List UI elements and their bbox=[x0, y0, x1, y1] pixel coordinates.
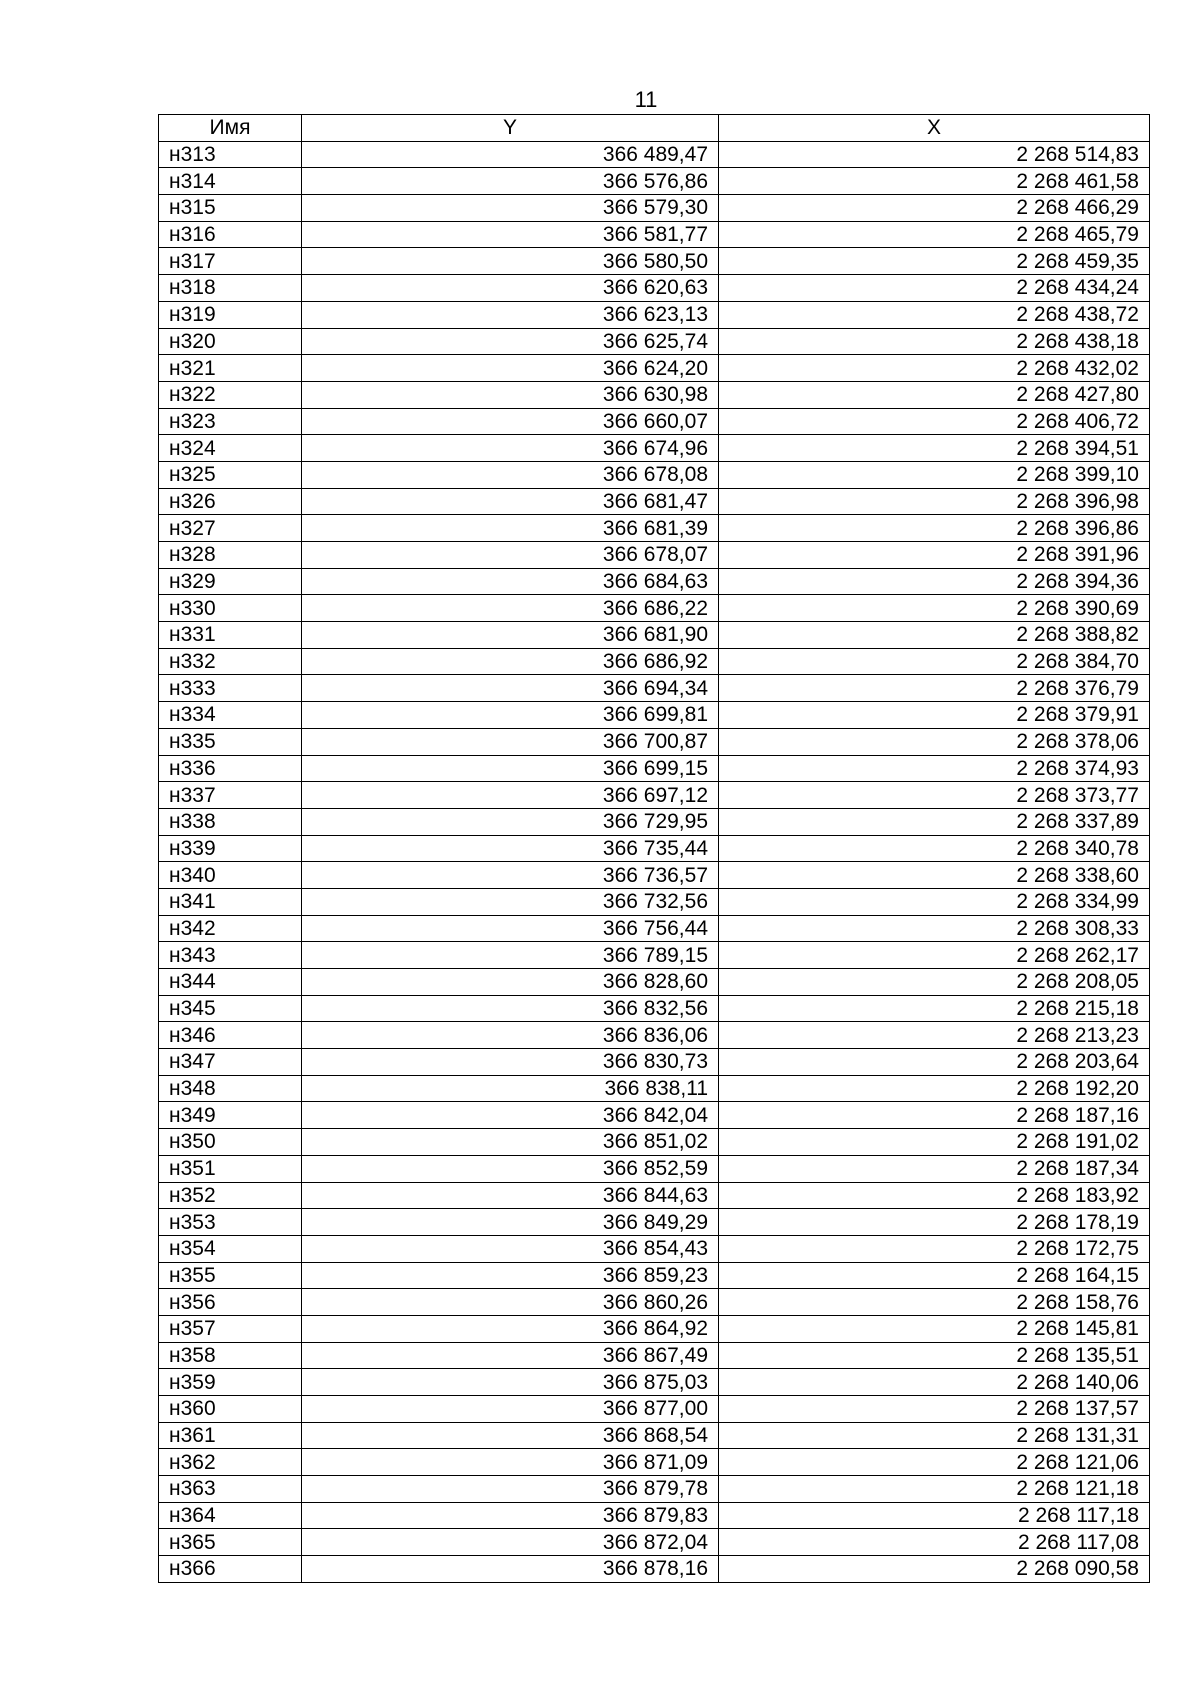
table-row bbox=[159, 915, 1150, 942]
point-name-cell: н316 bbox=[159, 221, 302, 248]
y-coordinate-cell: 366 660,07 bbox=[302, 408, 719, 435]
table-row bbox=[159, 461, 1150, 488]
point-name-cell: н340 bbox=[159, 862, 302, 889]
x-coordinate-cell: 2 268 117,18 bbox=[719, 1502, 1150, 1529]
point-name-cell: н339 bbox=[159, 835, 302, 862]
point-name-cell: н326 bbox=[159, 488, 302, 515]
y-coordinate-cell: 366 854,43 bbox=[302, 1235, 719, 1262]
x-coordinate-cell: 2 268 374,93 bbox=[719, 755, 1150, 782]
table-row bbox=[159, 1369, 1150, 1396]
point-name-cell: н362 bbox=[159, 1449, 302, 1476]
table-row bbox=[159, 862, 1150, 889]
point-name-cell: н350 bbox=[159, 1129, 302, 1156]
y-coordinate-cell: 366 830,73 bbox=[302, 1049, 719, 1076]
header-row bbox=[159, 115, 1150, 142]
table-row bbox=[159, 1476, 1150, 1503]
table-row bbox=[159, 1129, 1150, 1156]
point-name-cell: н346 bbox=[159, 1022, 302, 1049]
y-coordinate-cell: 366 842,04 bbox=[302, 1102, 719, 1129]
point-name-cell: н324 bbox=[159, 435, 302, 462]
x-coordinate-cell: 2 268 406,72 bbox=[719, 408, 1150, 435]
point-name-cell: н355 bbox=[159, 1262, 302, 1289]
x-coordinate-cell: 2 268 465,79 bbox=[719, 221, 1150, 248]
x-coordinate-cell: 2 268 308,33 bbox=[719, 915, 1150, 942]
point-name-cell: н356 bbox=[159, 1289, 302, 1316]
y-coordinate-cell: 366 852,59 bbox=[302, 1155, 719, 1182]
table-row bbox=[159, 568, 1150, 595]
y-coordinate-cell: 366 872,04 bbox=[302, 1529, 719, 1556]
x-coordinate-cell: 2 268 461,58 bbox=[719, 168, 1150, 195]
y-coordinate-cell: 366 878,16 bbox=[302, 1556, 719, 1583]
x-coordinate-cell: 2 268 213,23 bbox=[719, 1022, 1150, 1049]
table-row bbox=[159, 1049, 1150, 1076]
point-name-cell: н354 bbox=[159, 1235, 302, 1262]
y-coordinate-cell: 366 732,56 bbox=[302, 888, 719, 915]
y-coordinate-cell: 366 859,23 bbox=[302, 1262, 719, 1289]
y-coordinate-cell: 366 678,07 bbox=[302, 542, 719, 569]
point-name-cell: н321 bbox=[159, 355, 302, 382]
x-coordinate-cell: 2 268 164,15 bbox=[719, 1262, 1150, 1289]
point-name-cell: н318 bbox=[159, 275, 302, 302]
table-row bbox=[159, 301, 1150, 328]
point-name-cell: н328 bbox=[159, 542, 302, 569]
x-coordinate-cell: 2 268 388,82 bbox=[719, 622, 1150, 649]
table-row bbox=[159, 328, 1150, 355]
table-row bbox=[159, 942, 1150, 969]
y-coordinate-cell: 366 860,26 bbox=[302, 1289, 719, 1316]
y-coordinate-cell: 366 684,63 bbox=[302, 568, 719, 595]
x-coordinate-cell: 2 268 384,70 bbox=[719, 648, 1150, 675]
y-coordinate-cell: 366 579,30 bbox=[302, 195, 719, 222]
x-coordinate-cell: 2 268 394,51 bbox=[719, 435, 1150, 462]
point-name-cell: н336 bbox=[159, 755, 302, 782]
point-name-cell: н359 bbox=[159, 1369, 302, 1396]
x-coordinate-cell: 2 268 208,05 bbox=[719, 969, 1150, 996]
table-row bbox=[159, 995, 1150, 1022]
y-coordinate-cell: 366 699,15 bbox=[302, 755, 719, 782]
point-name-cell: н345 bbox=[159, 995, 302, 1022]
point-name-cell: н319 bbox=[159, 301, 302, 328]
y-coordinate-cell: 366 489,47 bbox=[302, 141, 719, 168]
point-name-cell: н364 bbox=[159, 1502, 302, 1529]
x-coordinate-cell: 2 268 338,60 bbox=[719, 862, 1150, 889]
x-coordinate-cell: 2 268 135,51 bbox=[719, 1342, 1150, 1369]
y-coordinate-cell: 366 686,92 bbox=[302, 648, 719, 675]
point-name-cell: н331 bbox=[159, 622, 302, 649]
x-coordinate-cell: 2 268 340,78 bbox=[719, 835, 1150, 862]
point-name-cell: н344 bbox=[159, 969, 302, 996]
table-row bbox=[159, 1289, 1150, 1316]
y-coordinate-cell: 366 832,56 bbox=[302, 995, 719, 1022]
point-name-cell: н334 bbox=[159, 702, 302, 729]
table-row bbox=[159, 969, 1150, 996]
table-row bbox=[159, 1396, 1150, 1423]
y-coordinate-cell: 366 867,49 bbox=[302, 1342, 719, 1369]
table-row bbox=[159, 248, 1150, 275]
point-name-cell: н343 bbox=[159, 942, 302, 969]
x-coordinate-cell: 2 268 131,31 bbox=[719, 1422, 1150, 1449]
y-coordinate-cell: 366 678,08 bbox=[302, 461, 719, 488]
point-name-cell: н330 bbox=[159, 595, 302, 622]
table-row bbox=[159, 1529, 1150, 1556]
table-row bbox=[159, 595, 1150, 622]
x-coordinate-cell: 2 268 187,34 bbox=[719, 1155, 1150, 1182]
table-row bbox=[159, 675, 1150, 702]
x-coordinate-cell: 2 268 514,83 bbox=[719, 141, 1150, 168]
x-coordinate-cell: 2 268 215,18 bbox=[719, 995, 1150, 1022]
table-row bbox=[159, 1235, 1150, 1262]
y-coordinate-cell: 366 681,39 bbox=[302, 515, 719, 542]
y-coordinate-cell: 366 697,12 bbox=[302, 782, 719, 809]
x-coordinate-cell: 2 268 396,86 bbox=[719, 515, 1150, 542]
y-coordinate-cell: 366 681,90 bbox=[302, 622, 719, 649]
y-coordinate-cell: 366 624,20 bbox=[302, 355, 719, 382]
y-coordinate-cell: 366 729,95 bbox=[302, 808, 719, 835]
x-coordinate-cell: 2 268 187,16 bbox=[719, 1102, 1150, 1129]
table-row bbox=[159, 381, 1150, 408]
header-y: Y bbox=[302, 115, 719, 142]
y-coordinate-cell: 366 580,50 bbox=[302, 248, 719, 275]
table-row bbox=[159, 542, 1150, 569]
x-coordinate-cell: 2 268 376,79 bbox=[719, 675, 1150, 702]
point-name-cell: н325 bbox=[159, 461, 302, 488]
table-row bbox=[159, 1342, 1150, 1369]
x-coordinate-cell: 2 268 117,08 bbox=[719, 1529, 1150, 1556]
x-coordinate-cell: 2 268 137,57 bbox=[719, 1396, 1150, 1423]
table-row bbox=[159, 1556, 1150, 1583]
x-coordinate-cell: 2 268 427,80 bbox=[719, 381, 1150, 408]
y-coordinate-cell: 366 875,03 bbox=[302, 1369, 719, 1396]
y-coordinate-cell: 366 836,06 bbox=[302, 1022, 719, 1049]
y-coordinate-cell: 366 674,96 bbox=[302, 435, 719, 462]
point-name-cell: н347 bbox=[159, 1049, 302, 1076]
point-name-cell: н360 bbox=[159, 1396, 302, 1423]
point-name-cell: н332 bbox=[159, 648, 302, 675]
y-coordinate-cell: 366 828,60 bbox=[302, 969, 719, 996]
point-name-cell: н322 bbox=[159, 381, 302, 408]
y-coordinate-cell: 366 686,22 bbox=[302, 595, 719, 622]
y-coordinate-cell: 366 868,54 bbox=[302, 1422, 719, 1449]
point-name-cell: н327 bbox=[159, 515, 302, 542]
table-body bbox=[159, 141, 1150, 1582]
point-name-cell: н349 bbox=[159, 1102, 302, 1129]
x-coordinate-cell: 2 268 396,98 bbox=[719, 488, 1150, 515]
table-row bbox=[159, 1075, 1150, 1102]
x-coordinate-cell: 2 268 145,81 bbox=[719, 1315, 1150, 1342]
y-coordinate-cell: 366 576,86 bbox=[302, 168, 719, 195]
y-coordinate-cell: 366 581,77 bbox=[302, 221, 719, 248]
table-row bbox=[159, 782, 1150, 809]
point-name-cell: н320 bbox=[159, 328, 302, 355]
table-row bbox=[159, 1315, 1150, 1342]
table-row bbox=[159, 1182, 1150, 1209]
point-name-cell: н329 bbox=[159, 568, 302, 595]
point-name-cell: н358 bbox=[159, 1342, 302, 1369]
y-coordinate-cell: 366 877,00 bbox=[302, 1396, 719, 1423]
y-coordinate-cell: 366 736,57 bbox=[302, 862, 719, 889]
x-coordinate-cell: 2 268 158,76 bbox=[719, 1289, 1150, 1316]
x-coordinate-cell: 2 268 379,91 bbox=[719, 702, 1150, 729]
table-row bbox=[159, 355, 1150, 382]
page-number: 11 bbox=[634, 87, 658, 112]
y-coordinate-cell: 366 681,47 bbox=[302, 488, 719, 515]
table-row bbox=[159, 808, 1150, 835]
point-name-cell: н313 bbox=[159, 141, 302, 168]
point-name-cell: н365 bbox=[159, 1529, 302, 1556]
x-coordinate-cell: 2 268 334,99 bbox=[719, 888, 1150, 915]
y-coordinate-cell: 366 838,11 bbox=[302, 1075, 719, 1102]
table-row bbox=[159, 1102, 1150, 1129]
y-coordinate-cell: 366 849,29 bbox=[302, 1209, 719, 1236]
point-name-cell: н357 bbox=[159, 1315, 302, 1342]
header-name: Имя bbox=[159, 115, 302, 142]
table-row bbox=[159, 408, 1150, 435]
table-row bbox=[159, 1209, 1150, 1236]
table-row bbox=[159, 141, 1150, 168]
table-row bbox=[159, 1022, 1150, 1049]
y-coordinate-cell: 366 864,92 bbox=[302, 1315, 719, 1342]
table-row bbox=[159, 648, 1150, 675]
table-row bbox=[159, 275, 1150, 302]
table-row bbox=[159, 702, 1150, 729]
x-coordinate-cell: 2 268 438,72 bbox=[719, 301, 1150, 328]
x-coordinate-cell: 2 268 203,64 bbox=[719, 1049, 1150, 1076]
x-coordinate-cell: 2 268 373,77 bbox=[719, 782, 1150, 809]
y-coordinate-cell: 366 844,63 bbox=[302, 1182, 719, 1209]
y-coordinate-cell: 366 699,81 bbox=[302, 702, 719, 729]
x-coordinate-cell: 2 268 394,36 bbox=[719, 568, 1150, 595]
y-coordinate-cell: 366 789,15 bbox=[302, 942, 719, 969]
x-coordinate-cell: 2 268 121,06 bbox=[719, 1449, 1150, 1476]
y-coordinate-cell: 366 623,13 bbox=[302, 301, 719, 328]
header-x: X bbox=[719, 115, 1150, 142]
table-row bbox=[159, 515, 1150, 542]
point-name-cell: н348 bbox=[159, 1075, 302, 1102]
point-name-cell: н352 bbox=[159, 1182, 302, 1209]
x-coordinate-cell: 2 268 432,02 bbox=[719, 355, 1150, 382]
point-name-cell: н353 bbox=[159, 1209, 302, 1236]
x-coordinate-cell: 2 268 399,10 bbox=[719, 461, 1150, 488]
point-name-cell: н323 bbox=[159, 408, 302, 435]
point-name-cell: н363 bbox=[159, 1476, 302, 1503]
y-coordinate-cell: 366 625,74 bbox=[302, 328, 719, 355]
table-row bbox=[159, 435, 1150, 462]
table-row bbox=[159, 728, 1150, 755]
point-name-cell: н341 bbox=[159, 888, 302, 915]
x-coordinate-cell: 2 268 337,89 bbox=[719, 808, 1150, 835]
table-row bbox=[159, 1155, 1150, 1182]
x-coordinate-cell: 2 268 192,20 bbox=[719, 1075, 1150, 1102]
point-name-cell: н315 bbox=[159, 195, 302, 222]
point-name-cell: н366 bbox=[159, 1556, 302, 1583]
point-name-cell: н333 bbox=[159, 675, 302, 702]
y-coordinate-cell: 366 879,83 bbox=[302, 1502, 719, 1529]
table-row bbox=[159, 622, 1150, 649]
table-row bbox=[159, 1449, 1150, 1476]
table-row bbox=[159, 1262, 1150, 1289]
table-row bbox=[159, 221, 1150, 248]
y-coordinate-cell: 366 700,87 bbox=[302, 728, 719, 755]
table-row bbox=[159, 488, 1150, 515]
table-header bbox=[159, 115, 1150, 142]
point-name-cell: н361 bbox=[159, 1422, 302, 1449]
table-row bbox=[159, 168, 1150, 195]
x-coordinate-cell: 2 268 178,19 bbox=[719, 1209, 1150, 1236]
point-name-cell: н317 bbox=[159, 248, 302, 275]
x-coordinate-cell: 2 268 140,06 bbox=[719, 1369, 1150, 1396]
point-name-cell: н342 bbox=[159, 915, 302, 942]
point-name-cell: н351 bbox=[159, 1155, 302, 1182]
x-coordinate-cell: 2 268 262,17 bbox=[719, 942, 1150, 969]
point-name-cell: н337 bbox=[159, 782, 302, 809]
x-coordinate-cell: 2 268 191,02 bbox=[719, 1129, 1150, 1156]
x-coordinate-cell: 2 268 466,29 bbox=[719, 195, 1150, 222]
y-coordinate-cell: 366 879,78 bbox=[302, 1476, 719, 1503]
y-coordinate-cell: 366 756,44 bbox=[302, 915, 719, 942]
x-coordinate-cell: 2 268 391,96 bbox=[719, 542, 1150, 569]
table-row bbox=[159, 835, 1150, 862]
x-coordinate-cell: 2 268 172,75 bbox=[719, 1235, 1150, 1262]
y-coordinate-cell: 366 735,44 bbox=[302, 835, 719, 862]
y-coordinate-cell: 366 851,02 bbox=[302, 1129, 719, 1156]
x-coordinate-cell: 2 268 378,06 bbox=[719, 728, 1150, 755]
point-name-cell: н314 bbox=[159, 168, 302, 195]
x-coordinate-cell: 2 268 459,35 bbox=[719, 248, 1150, 275]
table-row bbox=[159, 755, 1150, 782]
y-coordinate-cell: 366 871,09 bbox=[302, 1449, 719, 1476]
x-coordinate-cell: 2 268 183,92 bbox=[719, 1182, 1150, 1209]
coordinates-table bbox=[158, 114, 1150, 1583]
y-coordinate-cell: 366 630,98 bbox=[302, 381, 719, 408]
table-row bbox=[159, 1502, 1150, 1529]
y-coordinate-cell: 366 694,34 bbox=[302, 675, 719, 702]
table-row bbox=[159, 888, 1150, 915]
table-row bbox=[159, 1422, 1150, 1449]
point-name-cell: н338 bbox=[159, 808, 302, 835]
x-coordinate-cell: 2 268 390,69 bbox=[719, 595, 1150, 622]
point-name-cell: н335 bbox=[159, 728, 302, 755]
x-coordinate-cell: 2 268 438,18 bbox=[719, 328, 1150, 355]
x-coordinate-cell: 2 268 434,24 bbox=[719, 275, 1150, 302]
x-coordinate-cell: 2 268 121,18 bbox=[719, 1476, 1150, 1503]
x-coordinate-cell: 2 268 090,58 bbox=[719, 1556, 1150, 1583]
table-row bbox=[159, 195, 1150, 222]
y-coordinate-cell: 366 620,63 bbox=[302, 275, 719, 302]
